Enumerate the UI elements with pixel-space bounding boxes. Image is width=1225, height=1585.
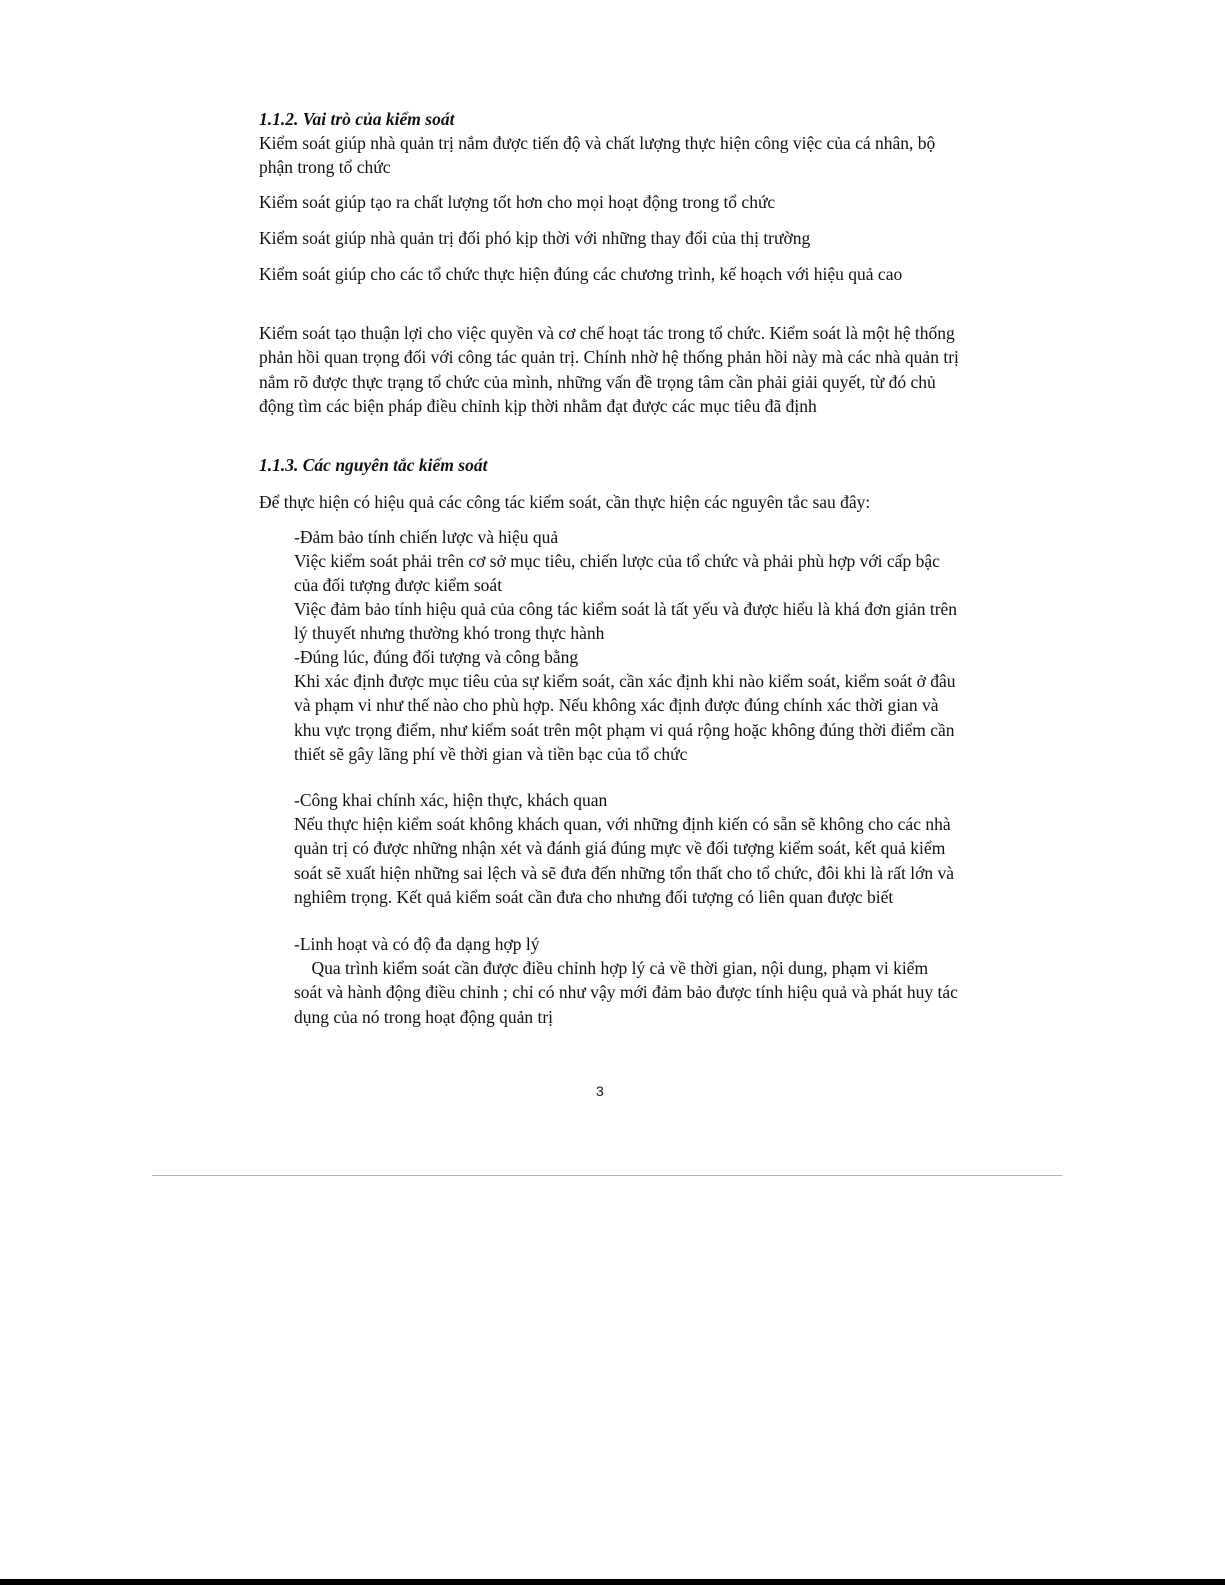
principle-title-objective: -Công khai chính xác, hiện thực, khách quan	[294, 790, 608, 810]
principle-text-flexible: Qua trình kiểm soát cần được điều chỉnh hợp lý cả về thời gian, nội dung, phạm vi kiểm soát và hành động điều chỉnh ; chỉ có như vậy mới đảm bảo được tính hiệu quả và phát huy tác dụng của nó trong hoạt động quản trị	[294, 958, 963, 1027]
principle-text-timely: Khi xác định được mục tiêu của sự kiểm soát, cần xác định khi nào kiểm soát, kiểm soát ở đâu và phạm vi như thế nào cho phù hợp. Nếu không xác định được đúng chính xác thời gian và khu vực trọng điểm, như kiểm soát trên một phạm vi quá rộng hoặc không đúng thời điểm cần thiết sẽ gây lãng phí về thời gian và tiền bạc của tổ chức	[294, 671, 956, 764]
page-number: 3	[596, 1083, 604, 1099]
paragraph-role-2: Kiểm soát giúp tạo ra chất lượng tốt hơn cho mọi hoạt động trong tổ chức	[259, 192, 776, 212]
principle-title-flexible: -Linh hoạt và có độ đa dạng hợp lý	[294, 934, 540, 954]
paragraph-role-1: Kiểm soát giúp nhà quản trị nắm được tiến độ và chất lượng thực hiện công việc của cá nhân, bộ phận trong tổ chức	[259, 133, 936, 178]
page-separator	[152, 1175, 1062, 1176]
principle-title-timely: -Đúng lúc, đúng đối tượng và công bằng	[294, 647, 579, 667]
heading-1-1-3: 1.1.3. Các nguyên tắc kiểm soát	[259, 455, 488, 475]
principle-text-strategy-2: Việc đảm bảo tính hiệu quả của công tác kiểm soát là tất yếu và được hiểu là khá đơn giản trên lý thuyết nhưng thường khó trong thực hành	[294, 599, 958, 644]
principle-title-strategy: -Đảm bảo tính chiến lược và hiệu quả	[294, 527, 559, 547]
principle-text-strategy-1: Việc kiểm soát phải trên cơ sở mục tiêu, chiến lược của tổ chức và phải phù hợp với cấp bậc của đối tượng được kiểm soát	[294, 551, 940, 596]
paragraph-role-5: Kiểm soát tạo thuận lợi cho việc quyền và cơ chế hoạt tác trong tổ chức. Kiểm soát là một hệ thống phản hồi quan trọng đối với công tác quản trị. Chính nhờ hệ thống phản hồi này mà các nhà quản trị nắm rõ được thực trạng tổ chức của mình, những vấn đề trọng tâm cần phải giải quyết, từ đó chủ động tìm các biện pháp điều chỉnh kịp thời nhằm đạt được các mục tiêu đã định	[259, 323, 959, 416]
paragraph-role-3: Kiểm soát giúp nhà quản trị đối phó kịp thời với những thay đổi của thị trường	[259, 228, 811, 248]
paragraph-role-4: Kiểm soát giúp cho các tổ chức thực hiện đúng các chương trình, kế hoạch với hiệu quả cao	[259, 264, 903, 284]
principle-text-objective: Nếu thực hiện kiểm soát không khách quan, với những định kiến có sẵn sẽ không cho các nhà quản trị có được những nhận xét và đánh giá đúng mực về đối tượng kiểm soát, kết quả kiểm soát sẽ xuất hiện những sai lệch và sẽ đưa đến những tổn thất cho tổ chức, đôi khi là rất lớn và nghiêm trọng. Kết quả kiểm soát cần đưa cho nhưng đối tượng có liên quan được biết	[294, 814, 955, 907]
heading-1-1-2: 1.1.2. Vai trò của kiểm soát	[259, 109, 455, 129]
principles-intro: Để thực hiện có hiệu quả các công tác kiểm soát, cần thực hiện các nguyên tắc sau đây:	[259, 492, 871, 512]
bottom-edge-bar	[0, 1579, 1225, 1585]
